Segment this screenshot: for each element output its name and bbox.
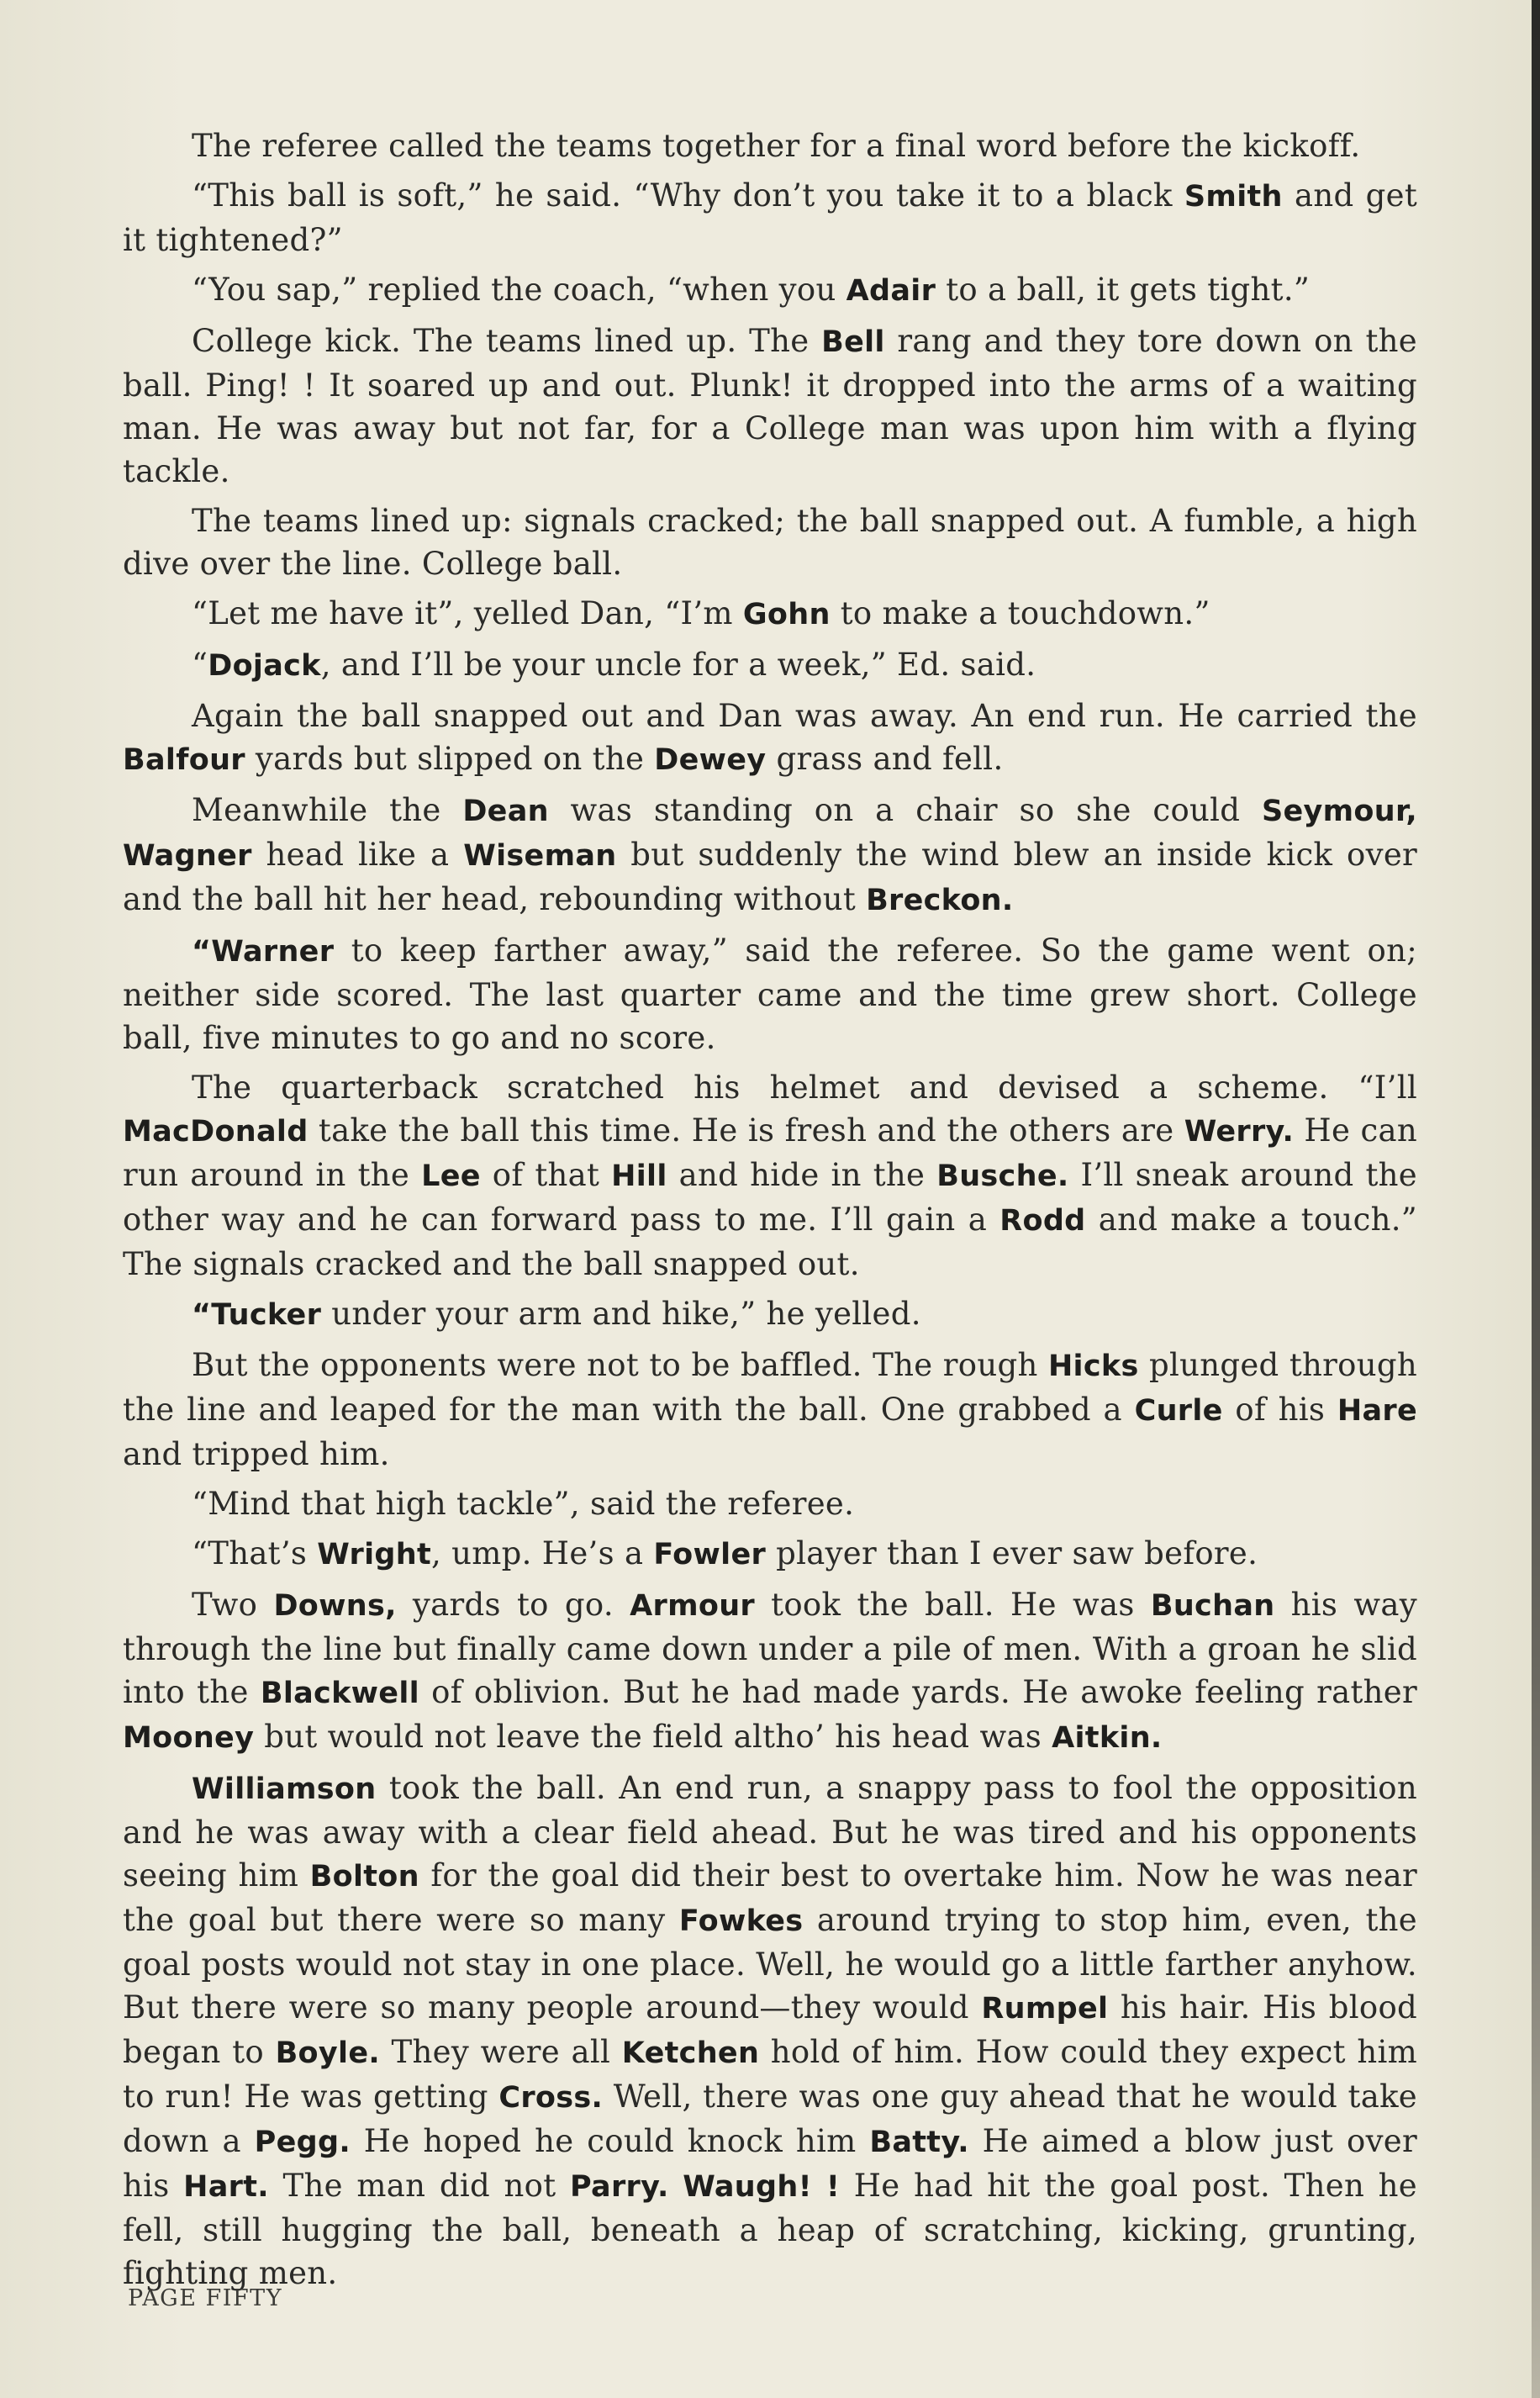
text-run: of his — [1222, 1392, 1337, 1428]
text-run: The teams lined up: signals cracked; the ball snapped out. A fumble, a high dive over the line. College ball. — [123, 503, 1417, 582]
bold-name: Dewey — [654, 743, 767, 777]
paragraph — [123, 1767, 1417, 2295]
bold-name: Balfour — [123, 743, 245, 777]
bold-name: Pegg. — [254, 2126, 351, 2159]
text-run: his way through the line but finally came down under a pile of men. With a groan he slid into the — [123, 1587, 1417, 1710]
paragraph — [123, 929, 1417, 1059]
page-edge-shadow — [1532, 0, 1540, 2398]
text-run: I’ll sneak around the other way and he can forward pass to me. I’ll gain a — [123, 1157, 1417, 1238]
bold-name: Aitkin. — [1052, 1721, 1163, 1755]
text-run: but suddenly the wind blew an inside kick over and the ball hit her head, rebounding without — [123, 837, 1417, 917]
bold-name: Armour — [630, 1589, 755, 1623]
text-run: to make a touchdown.” — [830, 595, 1210, 631]
text-run: The man did not — [268, 2168, 571, 2204]
bold-name: Adair — [846, 274, 936, 308]
text-run: , and I’ll be your uncle for a week,” Ed. said. — [320, 647, 1036, 683]
bold-name: Rumpel — [981, 1992, 1109, 2026]
text-run: But the opponents were not to be baffled. The rough — [192, 1347, 1048, 1383]
text-run: hold of him. How could they expect him to run! He was getting — [123, 2034, 1417, 2115]
bold-name: Werry. — [1184, 1115, 1295, 1149]
text-run — [669, 2168, 683, 2204]
text-run: yards but slipped on the — [245, 741, 655, 777]
text-run: He can run around in the — [123, 1112, 1417, 1193]
bold-name: Dean — [462, 795, 549, 828]
text-run: “Mind that high tackle”, said the referee. — [192, 1486, 855, 1522]
text-run: They were all — [379, 2034, 622, 2070]
bold-name: Blackwell — [260, 1677, 419, 1710]
bold-name: Bell — [821, 325, 885, 359]
text-run: “Let me have it”, yelled Dan, “I’m — [192, 595, 743, 631]
text-run: He hoped he could knock him — [350, 2123, 870, 2159]
paragraph — [123, 1344, 1417, 1476]
paragraph — [123, 789, 1417, 922]
text-run: Well, there was one guy ahead that he would take down a — [123, 2078, 1417, 2159]
text-run: to keep farther away,” said the referee. So the game went on; neither side scored. The last quarter came and the time grew short. College ball, five minutes to go and no score. — [123, 932, 1417, 1056]
paragraph — [123, 643, 1417, 688]
paragraph — [123, 268, 1417, 313]
bold-name: Lee — [421, 1159, 481, 1193]
text-run: Meanwhile the — [192, 792, 463, 828]
text-run: “You sap,” replied the coach, “when you — [192, 272, 846, 308]
bold-name: Hicks — [1047, 1350, 1139, 1383]
text-run: The quarterback scratched his helmet and devised a scheme. “I’ll — [192, 1070, 1417, 1106]
text-run: was standing on a chair so she could — [548, 792, 1262, 828]
bold-name: Buchan — [1150, 1589, 1275, 1623]
text-run: , ump. He’s a — [431, 1535, 654, 1571]
bold-name: Waugh! ! — [683, 2170, 841, 2204]
bold-name: Williamson — [192, 1772, 377, 1806]
text-run: of that — [480, 1157, 612, 1193]
paragraph — [123, 1532, 1417, 1577]
paragraph — [123, 124, 1417, 167]
paragraph — [123, 592, 1417, 636]
bold-name: Bolton — [309, 1860, 419, 1894]
text-run: Two — [192, 1587, 274, 1623]
text-run: head like a — [251, 837, 464, 873]
text-run: took the ball. He was — [754, 1587, 1151, 1623]
page-number: PAGE FIFTY — [128, 2285, 283, 2311]
bold-name: Ketchen — [621, 2036, 760, 2070]
text-run: rang and they tore down on the ball. Ping! ! It soared up and out. Plunk! it dropped into the arms of a waiting man. He was away but not far, for a College man was upon him with a flying tackle. — [123, 323, 1417, 489]
text-run: player than I ever saw before. — [766, 1535, 1258, 1571]
bold-name: Dojack — [208, 649, 321, 683]
text-run: plunged through the line and leaped for the man with the ball. One grabbed a — [123, 1347, 1417, 1428]
bold-name: Fowler — [653, 1538, 767, 1571]
paragraph — [123, 1583, 1417, 1760]
bold-name: Parry. — [570, 2170, 669, 2204]
text-run: grass and fell. — [766, 741, 1004, 777]
text-run: Again the ball snapped out and Dan was away. An end run. He carried the — [192, 698, 1417, 734]
paragraph — [123, 1482, 1417, 1525]
text-run: take the ball this time. He is fresh and the others are — [308, 1112, 1184, 1149]
bold-name: Hare — [1337, 1394, 1417, 1428]
text-run: and hide in the — [667, 1157, 937, 1193]
text-run: of oblivion. But he had made yards. He awoke feeling rather — [419, 1674, 1417, 1710]
text-run: College kick. The teams lined up. The — [192, 323, 822, 359]
text-run: to a ball, it gets tight.” — [936, 272, 1311, 308]
text-run: around trying to stop him, even, the goal posts would not stay in one place. Well, he would go a little farther anyhow. But there were so many people around—they would — [123, 1902, 1417, 2026]
paragraph — [123, 695, 1417, 782]
body-text — [123, 124, 1417, 2301]
paragraph — [123, 320, 1417, 493]
bold-name: Downs, — [273, 1589, 397, 1623]
text-run: and make a touch.” The signals cracked and the ball snapped out. — [123, 1202, 1417, 1282]
bold-name: Wiseman — [463, 839, 617, 873]
text-run: The referee called the teams together for a final word before the kickoff. — [192, 128, 1361, 164]
bold-name: Rodd — [999, 1204, 1086, 1238]
text-run: He had hit the goal post. Then he fell, still hugging the ball, beneath a heap of scratching, kicking, grunting, fighting men. — [123, 2168, 1417, 2291]
bold-name: Wright — [317, 1538, 432, 1571]
text-run: for the goal did their best to overtake him. Now he was near the goal but there were so many — [123, 1857, 1417, 1938]
bold-name: Hart. — [183, 2170, 269, 2204]
bold-name: Batty. — [869, 2126, 969, 2159]
bold-name: Hill — [611, 1159, 667, 1193]
bold-name: Curle — [1134, 1394, 1223, 1428]
text-run: and tripped him. — [123, 1436, 390, 1472]
text-run: “This ball is soft,” he said. “Why don’t you take it to a black — [192, 177, 1184, 214]
bold-name: MacDonald — [123, 1115, 309, 1149]
bold-name: Mooney — [123, 1721, 255, 1755]
text-run: “That’s — [192, 1535, 318, 1571]
bold-name: Wagner — [123, 839, 252, 873]
bold-name: Seymour, — [1261, 795, 1417, 828]
bold-name: Busche. — [936, 1159, 1069, 1193]
bold-name: Smith — [1184, 180, 1283, 214]
bold-name: Boyle. — [275, 2036, 380, 2070]
bold-name: Fowkes — [678, 1904, 804, 1938]
paragraph — [123, 499, 1417, 585]
text-run: He aimed a blow just over his — [123, 2123, 1417, 2204]
text-run: his hair. His blood began to — [123, 1989, 1417, 2070]
text-run: but would not leave the field altho’ his head was — [254, 1719, 1052, 1755]
text-run: under your arm and hike,” he yelled. — [321, 1296, 921, 1332]
text-run: and get it tightened?” — [123, 177, 1417, 258]
bold-name: “Tucker — [192, 1298, 322, 1332]
paragraph — [123, 1292, 1417, 1337]
bold-name: Gohn — [742, 598, 831, 631]
text-run: yards to go. — [396, 1587, 630, 1623]
paragraph — [123, 1066, 1417, 1286]
paragraph — [123, 174, 1417, 261]
bold-name: Breckon. — [866, 884, 1014, 917]
text-run: took the ball. An end run, a snappy pass to fool the opposition and he was away with a clear field ahead. But he was tired and his opponents seeing him — [123, 1770, 1417, 1894]
text-run: “ — [192, 647, 208, 683]
bold-name: Cross. — [498, 2081, 604, 2115]
bold-name: “Warner — [192, 935, 335, 969]
